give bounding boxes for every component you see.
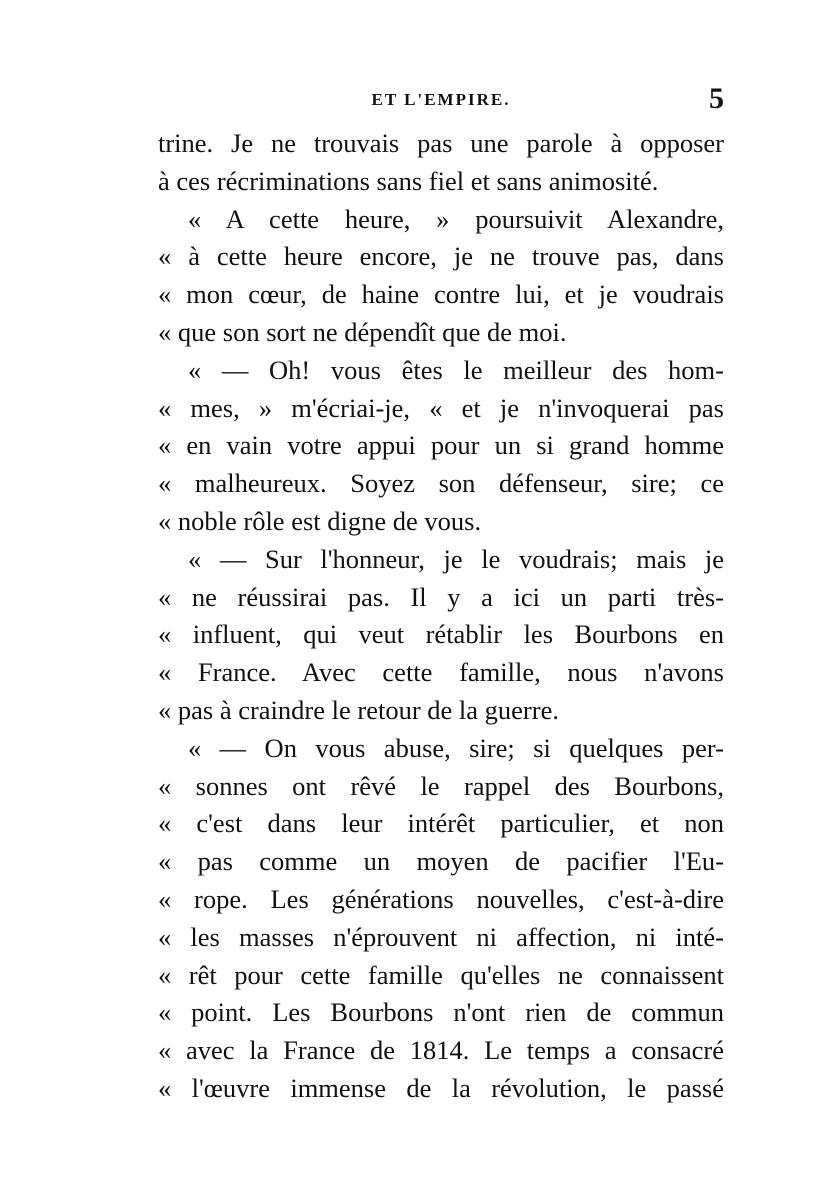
text-line: « les masses n'éprouvent ni affection, ni inté- [158, 921, 724, 952]
text-line: « pas comme un moyen de pacifier l'Eu- [158, 846, 724, 877]
page-number: 5 [709, 82, 724, 115]
text-line: « mon cœur, de haine contre lui, et je voudrais [158, 279, 724, 310]
text-line: « à cette heure encore, je ne trouve pas, dans [158, 241, 724, 272]
text-line: « c'est dans leur intérêt particulier, et non [158, 808, 724, 839]
text-line: « — Oh! vous êtes le meilleur des hom- [188, 354, 724, 385]
text-line: « avec la France de 1814. Le temps a consacré [158, 1035, 724, 1066]
text-line: « — On vous abuse, sire; si quelques per- [188, 732, 724, 763]
text-line: trine. Je ne trouvais pas une parole à opposer [158, 128, 724, 158]
text-line: « l'œuvre immense de la révolution, le passé [158, 1072, 724, 1103]
text-line: « France. Avec cette famille, nous n'avons [158, 657, 724, 688]
body-text [158, 125, 724, 1108]
text-line: « A cette heure, » poursuivit Alexandre, [188, 203, 724, 234]
text-line: « sonnes ont rêvé le rappel des Bourbons, [158, 770, 724, 801]
text-line: « influent, qui veut rétablir les Bourbons en [158, 619, 724, 650]
text-line: « ne réussirai pas. Il y a ici un parti très- [158, 581, 724, 612]
text-line: « malheureux. Soyez son défenseur, sire; ce [158, 468, 724, 499]
page-header [158, 82, 724, 118]
text-line: « mes, » m'écriai-je, « et je n'invoquerai pas [158, 392, 724, 423]
text-line: « point. Les Bourbons n'ont rien de commun [158, 997, 724, 1028]
text-line: « pas à craindre le retour de la guerre. [158, 694, 559, 725]
text-line: « rope. Les générations nouvelles, c'est-à-dire [158, 883, 724, 914]
running-head: ET L'EMPIRE. [371, 90, 511, 109]
text-line: « que son sort ne dépendît que de moi. [158, 316, 567, 347]
text-line: « en vain votre appui pour un si grand homme [158, 430, 724, 461]
text-line: « rêt pour cette famille qu'elles ne connaissent [158, 959, 724, 990]
text-line: « noble rôle est digne de vous. [158, 505, 482, 536]
text-line: à ces récriminations sans fiel et sans animosité. [158, 165, 659, 196]
text-line: « — Sur l'honneur, je le voudrais; mais je [188, 543, 724, 574]
